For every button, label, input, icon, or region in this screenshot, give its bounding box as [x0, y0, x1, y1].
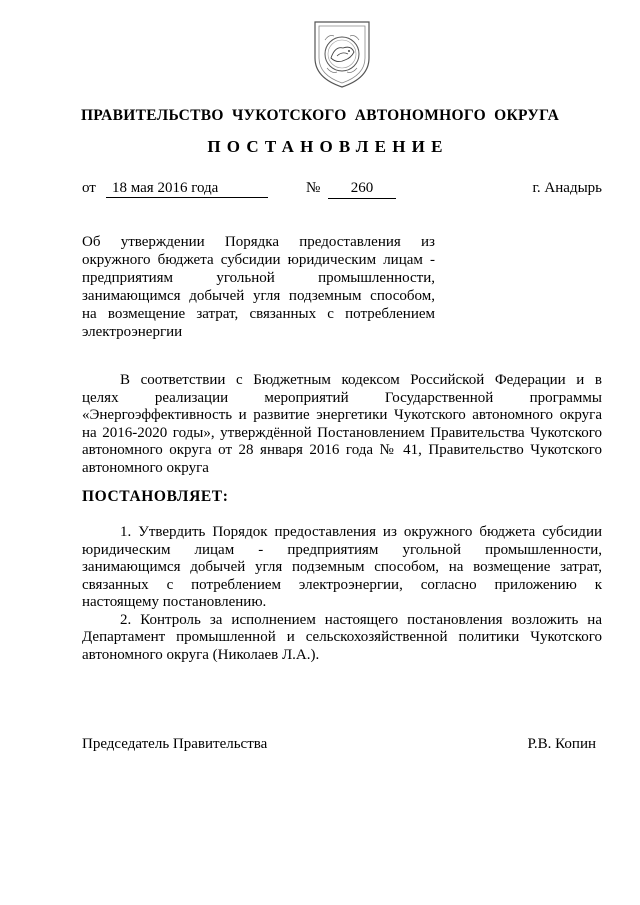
signatory-name: Р.В. Копин — [527, 736, 596, 752]
document-number: 260 — [328, 180, 396, 199]
item-line: 2. Контроль за исполнением настоящего постановления возложить на — [120, 611, 602, 628]
signatory-position: Председатель Правительства — [82, 736, 268, 752]
preamble-paragraph — [82, 372, 602, 477]
item-line: юридическим лицам - предприятиям угольной промышленности, — [82, 541, 602, 558]
item-line: настоящему постановлению. — [82, 594, 267, 610]
preamble-line: автономного округа от 28 января 2016 года № 41, Правительство Чукотского — [82, 442, 602, 458]
subject-line: на возмещение затрат, связанных с потреблением — [82, 306, 435, 322]
preamble-line: В соответствии с Бюджетным кодексом Российской Федерации и в — [120, 372, 602, 388]
subject-line: окружного бюджета субсидии юридическим лицам - — [82, 252, 435, 268]
preamble-line: целях реализации мероприятий Государственной программы — [82, 389, 602, 406]
date-number-line — [82, 180, 602, 202]
item-line: автономного округа (Николаев Л.А.). — [82, 646, 320, 663]
subject-line: электроэнергии — [82, 324, 183, 340]
item-line: Департамент промышленной и сельскохозяйственной политики Чукотского — [82, 629, 602, 645]
item-line: занимающимся добычей угля подземным способом, на возмещение затрат, — [82, 559, 602, 575]
resolution-item-1 — [82, 524, 602, 612]
number-sign-label: № — [306, 180, 321, 196]
item-line: 1. Утвердить Порядок предоставления из окружного бюджета субсидии — [120, 524, 602, 540]
coat-of-arms-icon — [307, 18, 377, 90]
subject-line: предприятиям угольной промышленности, — [82, 270, 435, 286]
item-line: связанных с потреблением электроэнергии, согласно приложению к — [82, 576, 602, 593]
preamble-line: на 2016-2020 годы», утверждённой Постановлением Правительства Чукотского — [82, 424, 602, 441]
document-subject — [82, 233, 435, 341]
preamble-line: автономного округа — [82, 459, 209, 476]
resolution-items — [82, 524, 602, 664]
government-title: ПРАВИТЕЛЬСТВО ЧУКОТСКОГО АВТОНОМНОГО ОКРУГА — [80, 107, 560, 124]
subject-line: Об утверждении Порядка предоставления из — [82, 234, 435, 250]
resolution-heading: ПОСТАНОВЛЯЕТ: — [82, 488, 229, 505]
document-city: г. Анадырь — [532, 180, 602, 196]
document-date: 18 мая 2016 года — [106, 180, 268, 198]
document-type: ПОСТАНОВЛЕНИЕ — [207, 137, 449, 156]
preamble-line: «Энергоэффективность и развитие энергетики Чукотского автономного округа — [82, 407, 602, 423]
date-prefix-label: от — [82, 180, 96, 196]
subject-line: занимающимся добычей угля подземным способом, — [82, 288, 435, 304]
resolution-item-2 — [82, 612, 602, 665]
